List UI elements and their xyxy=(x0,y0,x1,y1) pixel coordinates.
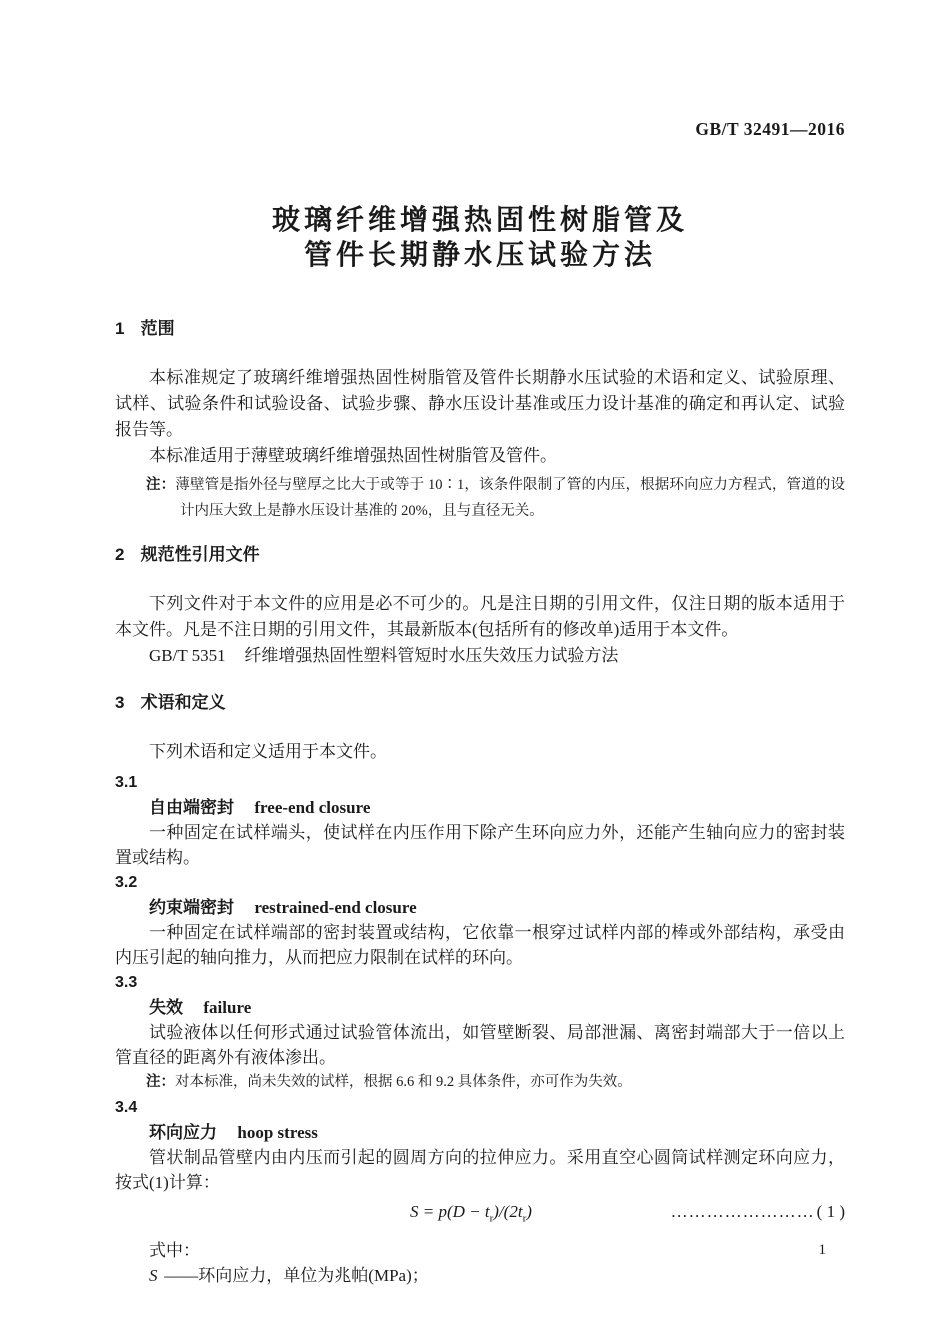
term-3-4-chinese: 环向应力 xyxy=(149,1123,217,1142)
section-1-heading xyxy=(115,318,845,340)
term-3-2-definition: 一种固定在试样端部的密封装置或结构，它依靠一根穿过试样内部的棒或外部结构，承受由内压引起的轴向推力，从而把应力限制在试样的环向。 xyxy=(115,923,845,967)
standard-code: GB/T 32491—2016 xyxy=(695,119,845,139)
formula-number-group xyxy=(671,1198,845,1226)
where-item-S xyxy=(115,1263,845,1288)
section-1-title: 范围 xyxy=(140,319,175,338)
reference-code: GB/T 5351 xyxy=(149,646,226,665)
term-3-2-heading xyxy=(115,895,845,920)
title-line-2: 管件长期静水压试验方法 xyxy=(303,239,656,270)
where-dash: —— xyxy=(164,1266,199,1286)
formula-segment-a: S = p(D − t xyxy=(410,1202,490,1221)
term-3-2 xyxy=(115,870,845,970)
term-3-3-note-text: 对本标准，尚未失效的试样，根据 6.6 和 9.2 具体条件，亦可作为失效。 xyxy=(175,1074,632,1090)
formula-expression xyxy=(410,1198,532,1232)
term-3-2-english: restrained-end closure xyxy=(254,898,417,917)
section-2-title: 规范性引用文件 xyxy=(140,545,260,564)
formula-subscript-b: r xyxy=(522,1212,527,1225)
term-3-4-number: 3.4 xyxy=(115,1099,138,1116)
normative-references-paragraph: 下列文件对于本文件的应用是必不可少的。凡是注日期的引用文件，仅注日期的版本适用于本文件。凡是不注日期的引用文件，其最新版本(包括所有的修改单)适用于本文件。 xyxy=(115,594,845,639)
term-3-3-note-label: 注： xyxy=(146,1074,175,1090)
section-2-number: 2 xyxy=(115,545,125,564)
formula-subscript-a: r xyxy=(489,1212,494,1225)
title-line-1: 玻璃纤维增强热固性树脂管及 xyxy=(271,204,688,235)
term-3-1-number: 3.1 xyxy=(115,774,138,791)
term-3-1-english: free-end closure xyxy=(254,798,371,817)
formula-1-row xyxy=(115,1198,845,1232)
where-description: 环向应力，单位为兆帕(MPa)； xyxy=(198,1266,429,1286)
page-number: 1 xyxy=(818,1242,826,1258)
term-3-1 xyxy=(115,770,845,870)
content-column xyxy=(115,0,845,1288)
term-3-3-definition: 试验液体以任何形式通过试验管体流出，如管壁断裂、局部泄漏、离密封端部大于一倍以上管直径的距离外有液体渗出。 xyxy=(115,1023,845,1067)
scope-paragraph-2: 本标准适用于薄壁玻璃纤维增强热固性树脂管及管件。 xyxy=(149,446,557,465)
reference-title: 纤维增强热固性塑料管短时水压失效压力试验方法 xyxy=(244,646,619,665)
scope-note xyxy=(146,472,845,524)
formula-segment-b: )/(2t xyxy=(493,1202,523,1221)
term-3-1-heading xyxy=(115,795,845,820)
term-3-4 xyxy=(115,1095,845,1195)
term-3-2-number: 3.2 xyxy=(115,874,138,891)
scope-note-label: 注： xyxy=(146,477,176,493)
term-3-4-english: hoop stress xyxy=(237,1123,318,1142)
term-3-3-heading xyxy=(115,995,845,1020)
scope-note-text: 薄壁管是指外径与壁厚之比大于或等于 10∶1，该条件限制了管的内压，根据环向应力方程式，管道的设计内压大致上是静水压设计基准的 20%，且与直径无关。 xyxy=(175,477,846,519)
term-3-1-chinese: 自由端密封 xyxy=(149,798,234,817)
section-2-heading xyxy=(115,544,845,566)
term-3-3-english: failure xyxy=(203,998,252,1017)
term-3-4-definition: 管状制品管壁内由内压而引起的圆周方向的拉伸应力。采用直空心圆筒试样测定环向应力，按式(1)计算： xyxy=(115,1148,845,1192)
section-3-number: 3 xyxy=(115,693,125,712)
section-3-title: 术语和定义 xyxy=(140,693,226,712)
formula-leader-dots: …………………… xyxy=(670,1202,815,1221)
term-3-2-chinese: 约束端密封 xyxy=(149,898,234,917)
term-3-1-definition: 一种固定在试样端头，使试样在内压作用下除产生环向应力外，还能产生轴向应力的密封装置或结构。 xyxy=(115,823,845,867)
scope-paragraph-1: 本标准规定了玻璃纤维增强热固性树脂管及管件长期静水压试验的术语和定义、试验原理、试样、试验条件和试验设备、试验步骤、静水压设计基准或压力设计基准的确定和再认定、试验报告等。 xyxy=(115,368,845,439)
section-3-heading xyxy=(115,692,845,714)
terms-and-definitions-section xyxy=(115,692,845,1288)
where-symbol-S: S xyxy=(149,1266,158,1286)
term-3-3 xyxy=(115,970,845,1095)
formula-number: ( 1 ) xyxy=(816,1202,845,1221)
document-title xyxy=(115,202,845,272)
term-3-3-number: 3.3 xyxy=(115,974,138,991)
formula-segment-c: ) xyxy=(526,1202,532,1221)
terms-intro: 下列术语和定义适用于本文件。 xyxy=(149,742,387,761)
where-label: 式中： xyxy=(149,1241,200,1261)
section-1-number: 1 xyxy=(115,319,125,338)
reference-entry xyxy=(115,643,845,669)
term-3-4-heading xyxy=(115,1120,845,1145)
term-3-3-chinese: 失效 xyxy=(149,998,183,1017)
term-3-3-note xyxy=(146,1070,845,1095)
